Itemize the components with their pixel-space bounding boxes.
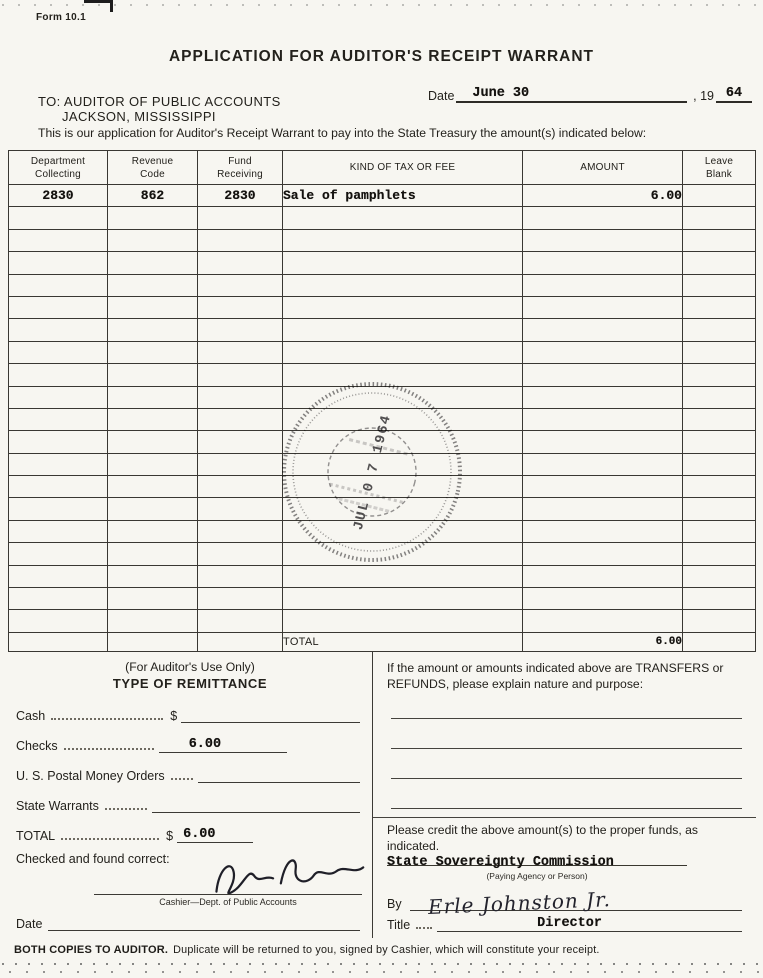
cell-fund <box>198 386 283 408</box>
table-row <box>9 252 756 274</box>
cell-amount <box>523 319 683 341</box>
cell-empty <box>9 633 108 652</box>
table-row <box>9 296 756 318</box>
cell-amount <box>523 274 683 296</box>
cell-fund <box>198 341 283 363</box>
cell-kind <box>283 319 523 341</box>
checks-value: 6.00 <box>188 737 222 752</box>
cash-fill-line <box>181 706 360 723</box>
transfers-section <box>372 652 756 938</box>
total-dollar-sign: $ <box>166 829 174 843</box>
by-row <box>387 886 742 919</box>
table-row <box>9 207 756 229</box>
table-row <box>9 274 756 296</box>
cell-blank <box>683 431 756 453</box>
cell-department <box>9 252 108 274</box>
cell-revenue <box>108 229 198 251</box>
checks-label: Checks <box>16 739 58 753</box>
cell-amount <box>523 408 683 430</box>
cell-amount <box>523 252 683 274</box>
paying-agency-caption: (Paying Agency or Person) <box>486 871 588 881</box>
cell-revenue <box>108 498 198 520</box>
cell-blank <box>683 296 756 318</box>
auditor-date-label: Date <box>16 917 43 931</box>
cell-fund <box>198 565 283 587</box>
money-orders-fill-line <box>198 766 360 783</box>
cell-kind <box>283 610 523 633</box>
table-row <box>9 588 756 610</box>
intro-text: This is our application for Auditor's Receipt Warrant to pay into the State Treasury the amount(s) indicated below: <box>38 126 647 140</box>
cell-fund <box>198 520 283 542</box>
transfers-explain-text: If the amount or amounts indicated above are TRANSFERS or REFUNDS, please explain nature and purpose: <box>387 661 724 692</box>
cell-department <box>9 296 108 318</box>
cell-department <box>9 431 108 453</box>
auditor-date-row <box>16 914 360 931</box>
cell-empty <box>198 633 283 652</box>
cell-revenue <box>108 453 198 475</box>
cell-fund <box>198 229 283 251</box>
cell-fund <box>198 476 283 498</box>
table-header-row <box>9 151 756 185</box>
dotted-leader <box>51 717 163 720</box>
remittance-total-label: TOTAL <box>16 829 56 843</box>
cell-amount <box>523 498 683 520</box>
cash-dollar-sign: $ <box>170 709 178 723</box>
cell-kind <box>283 296 523 318</box>
footer-bold-text: BOTH COPIES TO AUDITOR. <box>14 944 169 956</box>
form-number: Form 10.1 <box>36 12 86 23</box>
title-label: Title <box>387 918 411 932</box>
cell-department <box>9 476 108 498</box>
state-warrants-fill-line <box>152 796 360 813</box>
cell-department <box>9 543 108 565</box>
cash-label: Cash <box>16 709 46 723</box>
cell-fund <box>198 431 283 453</box>
cell-blank <box>683 229 756 251</box>
cell-fund <box>198 296 283 318</box>
by-label: By <box>387 897 402 911</box>
dotted-leader <box>105 807 147 810</box>
title-fill-line <box>437 915 742 932</box>
remittance-total-fill-line <box>177 826 253 843</box>
type-of-remittance-heading: TYPE OF REMITTANCE <box>112 676 268 691</box>
scan-corner-mark <box>84 0 113 12</box>
by-signature: Erle Johnston Jr. <box>427 887 611 919</box>
cell-revenue <box>108 431 198 453</box>
table-row <box>9 610 756 633</box>
blank-write-line <box>391 748 742 749</box>
cell-department <box>9 520 108 542</box>
cell-empty <box>108 633 198 652</box>
cell-blank <box>683 498 756 520</box>
cell-amount <box>523 610 683 633</box>
cell-department <box>9 588 108 610</box>
cell-blank <box>683 543 756 565</box>
cell-amount <box>523 453 683 475</box>
cell-blank <box>683 185 756 207</box>
auditor-date-fill-line <box>48 914 360 931</box>
by-signature-line <box>410 886 742 919</box>
money-orders-label: U. S. Postal Money Orders <box>16 769 165 783</box>
cell-amount <box>523 386 683 408</box>
scan-edge-dots-bottom <box>2 962 761 975</box>
cell-fund <box>198 319 283 341</box>
cell-department <box>9 498 108 520</box>
cell-amount <box>523 341 683 363</box>
cell-revenue <box>108 207 198 229</box>
cell-revenue <box>108 476 198 498</box>
cell-fund <box>198 610 283 633</box>
cell-revenue <box>108 520 198 542</box>
cell-fund <box>198 207 283 229</box>
cell-department <box>9 341 108 363</box>
cell-kind <box>283 229 523 251</box>
cell-blank <box>683 588 756 610</box>
date-line <box>428 84 752 103</box>
to-address-line2: JACKSON, MISSISSIPPI <box>62 109 216 124</box>
blank-write-line <box>391 718 742 719</box>
cell-fund <box>198 498 283 520</box>
cell-amount <box>523 588 683 610</box>
total-amount: 6.00 <box>523 633 683 652</box>
dotted-leader <box>61 837 159 840</box>
cell-revenue <box>108 341 198 363</box>
cell-revenue <box>108 565 198 587</box>
cell-department <box>9 610 108 633</box>
cell-kind <box>283 565 523 587</box>
cell-department <box>9 274 108 296</box>
cell-revenue <box>108 319 198 341</box>
page-title: APPLICATION FOR AUDITOR'S RECEIPT WARRANT <box>168 48 594 65</box>
cell-fund <box>198 364 283 386</box>
cell-amount <box>523 476 683 498</box>
cell-fund <box>198 543 283 565</box>
cell-kind <box>283 274 523 296</box>
cell-fund <box>198 252 283 274</box>
cell-department <box>9 319 108 341</box>
cell-department <box>9 364 108 386</box>
checked-correct-label: Checked and found correct: <box>16 852 170 866</box>
cashier-caption: Cashier—Dept. of Public Accounts <box>159 897 297 907</box>
cell-blank <box>683 207 756 229</box>
cell-revenue <box>108 364 198 386</box>
cell-department: 2830 <box>9 185 108 207</box>
cell-revenue: 862 <box>108 185 198 207</box>
paying-agency-block <box>387 855 687 881</box>
date-field <box>456 84 687 103</box>
stamp-date: JUL 0 7 1964 <box>350 412 396 532</box>
state-warrants-label: State Warrants <box>16 799 99 813</box>
cell-department <box>9 229 108 251</box>
credit-funds-text: Please credit the above amount(s) to the proper funds, as indicated. <box>387 823 698 853</box>
cell-revenue <box>108 386 198 408</box>
cell-empty <box>683 633 756 652</box>
title-row <box>387 915 742 932</box>
cell-fund <box>198 453 283 475</box>
cell-blank <box>683 610 756 633</box>
total-row <box>9 633 756 652</box>
table-row <box>9 341 756 363</box>
cell-blank <box>683 408 756 430</box>
cell-amount <box>523 296 683 318</box>
cell-kind <box>283 207 523 229</box>
received-date-stamp <box>276 376 468 568</box>
table-row <box>9 229 756 251</box>
cell-department <box>9 453 108 475</box>
year-value: 64 <box>716 87 752 103</box>
scan-edge-dots-top <box>2 2 761 12</box>
checks-row <box>16 736 360 753</box>
cell-department <box>9 565 108 587</box>
table-row <box>9 185 756 207</box>
cell-amount <box>523 229 683 251</box>
cash-row <box>16 706 360 723</box>
state-warrants-row <box>16 796 360 813</box>
cell-revenue <box>108 296 198 318</box>
cell-blank <box>683 453 756 475</box>
title-value: Director <box>537 916 602 931</box>
dotted-leader <box>416 926 432 929</box>
col-header-revenue-code: Revenue Code <box>108 151 198 185</box>
remittance-section <box>8 652 372 938</box>
cell-blank <box>683 565 756 587</box>
col-header-department: Department Collecting <box>9 151 108 185</box>
cell-department <box>9 207 108 229</box>
remittance-total-value: 6.00 <box>183 827 216 842</box>
money-orders-row <box>16 766 360 783</box>
table-row <box>9 319 756 341</box>
cashier-signature-line <box>94 894 362 895</box>
cell-fund: 2830 <box>198 185 283 207</box>
cell-amount <box>523 520 683 542</box>
cell-amount <box>523 565 683 587</box>
cell-revenue <box>108 543 198 565</box>
blank-write-line <box>391 808 742 809</box>
date-value: June 30 <box>472 86 530 101</box>
cell-kind: Sale of pamphlets <box>283 185 523 207</box>
paying-agency-value: State Sovereignty Commission <box>387 855 687 870</box>
col-header-kind-of-tax: KIND OF TAX OR FEE <box>283 151 523 185</box>
cell-revenue <box>108 274 198 296</box>
cell-amount <box>523 543 683 565</box>
cell-fund <box>198 588 283 610</box>
cell-revenue <box>108 408 198 430</box>
cell-amount: 6.00 <box>523 185 683 207</box>
cell-revenue <box>108 588 198 610</box>
cell-kind <box>283 588 523 610</box>
cell-fund <box>198 408 283 430</box>
cell-kind <box>283 341 523 363</box>
blank-write-line <box>391 778 742 779</box>
col-header-amount: AMOUNT <box>523 151 683 185</box>
cell-blank <box>683 319 756 341</box>
cell-kind <box>283 252 523 274</box>
cell-department <box>9 408 108 430</box>
cell-blank <box>683 476 756 498</box>
year-label: , 19 <box>693 89 714 104</box>
cell-blank <box>683 341 756 363</box>
cell-blank <box>683 520 756 542</box>
cell-blank <box>683 252 756 274</box>
cell-blank <box>683 274 756 296</box>
footer-rest-text: Duplicate will be returned to you, signed by Cashier, which will constitute your receipt. <box>173 944 600 956</box>
date-label: Date <box>428 89 455 104</box>
cell-amount <box>523 364 683 386</box>
cell-department <box>9 386 108 408</box>
cell-revenue <box>108 610 198 633</box>
checks-fill-line <box>159 736 287 753</box>
footer-note <box>14 944 600 956</box>
total-label: TOTAL <box>283 633 523 652</box>
cell-amount <box>523 207 683 229</box>
for-auditors-use-label: (For Auditor's Use Only) <box>125 660 255 674</box>
cell-blank <box>683 364 756 386</box>
cell-blank <box>683 386 756 408</box>
to-address-line1: TO: AUDITOR OF PUBLIC ACCOUNTS <box>38 94 281 109</box>
dotted-leader <box>171 777 193 780</box>
col-header-leave-blank: Leave Blank <box>683 151 756 185</box>
table-row <box>9 565 756 587</box>
cell-amount <box>523 431 683 453</box>
section-divider <box>373 817 756 818</box>
dotted-leader <box>64 747 154 750</box>
col-header-fund-receiving: Fund Receiving <box>198 151 283 185</box>
cell-revenue <box>108 252 198 274</box>
cell-fund <box>198 274 283 296</box>
